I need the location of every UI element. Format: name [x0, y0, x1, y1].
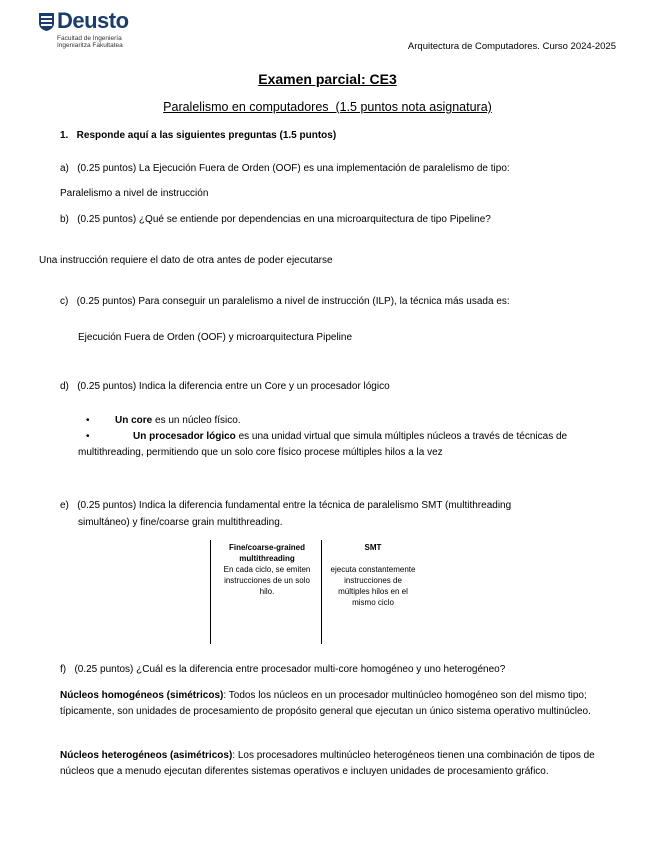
question-d: d) (0.25 puntos) Indica la diferencia entre un Core y un procesador lógico: [60, 381, 390, 392]
table-divider-middle: [321, 540, 322, 644]
column-body: En cada ciclo, se emiten instrucciones de un solo hilo.: [223, 565, 311, 596]
list-item: [60, 429, 620, 461]
faculty-line-2: Ingeniaritza Fakultatea: [57, 42, 123, 49]
list-item: [60, 413, 620, 429]
page-subtitle: Paralelismo en computadores (1.5 puntos nota asignatura): [163, 100, 492, 114]
column-header: SMT: [364, 543, 382, 552]
shield-icon: [38, 12, 55, 32]
faculty-name: [57, 35, 123, 49]
comparison-table: [210, 540, 440, 644]
homogeneous-definition: : Todos los núcleos en un procesador multinúcleo homogéneo son del mismo tipo; típicamente, son unidades de procesamiento de propósito general que ejecutan un único sistema operativo multinúcleo.: [60, 690, 591, 717]
column-body: ejecuta constantemente instrucciones de múltiples hilos en el mismo ciclo: [330, 565, 416, 607]
question-e-line-2: simultáneo) y fine/coarse grain multithreading.: [78, 517, 283, 528]
question-e-line-1: e) (0.25 puntos) Indica la diferencia fundamental entre la técnica de paralelismo SMT (multithreading: [60, 500, 512, 511]
answer-a: Paralelismo a nivel de instrucción: [60, 188, 209, 199]
logo-wordmark: Deusto: [57, 8, 129, 33]
section-heading: 1. Responde aquí a las siguientes preguntas (1.5 puntos): [60, 130, 337, 141]
bullet-symbol: •: [86, 431, 90, 442]
core-term: Un core: [115, 415, 153, 426]
question-c: c) (0.25 puntos) Para conseguir un paralelismo a nivel de instrucción (ILP), la técnica más usada es:: [60, 296, 510, 307]
answer-f-homogeneous: [60, 688, 620, 720]
page-title: Examen parcial: CE3: [258, 71, 397, 87]
logical-processor-term: Un procesador lógico: [133, 431, 236, 442]
column-header: Fine/coarse-grained multithreading: [228, 543, 306, 563]
answer-b: Una instrucción requiere el dato de otra antes de poder ejecutarse: [39, 255, 333, 266]
core-definition: es un núcleo físico.: [152, 415, 241, 426]
answer-c: Ejecución Fuera de Orden (OOF) y microarquitectura Pipeline: [78, 332, 353, 343]
smt-column: [323, 542, 423, 608]
faculty-line-1: Facultad de Ingeniería: [57, 35, 122, 42]
course-info: Arquitectura de Computadores. Curso 2024-2025: [407, 41, 616, 52]
question-b: b) (0.25 puntos) ¿Qué se entiende por dependencias en una microarquitectura de tipo Pipeline?: [60, 214, 491, 225]
bullet-list: [60, 413, 620, 461]
answer-f-heterogeneous: [60, 748, 620, 780]
heterogeneous-definition: : Los procesadores multinúcleo heterogéneos tienen una combinación de tipos de núcleos que a menudo ejecutan diferentes sistemas operativos e incluyen unidades de procesamiento gráfico.: [60, 750, 595, 777]
deusto-logo: [38, 10, 158, 52]
heterogeneous-term: Núcleos heterogéneos (asimétricos): [60, 750, 233, 761]
logical-processor-definition: es una unidad virtual que simula múltiples núcleos a través de técnicas de multithreading, permitiendo que un solo core físico procese múltiples hilos a la vez: [78, 431, 568, 458]
table-divider-left: [210, 540, 211, 644]
question-f: f) (0.25 puntos) ¿Cuál es la diferencia entre procesador multi-core homogéneo y uno heterogéneo?: [60, 664, 506, 675]
fine-coarse-column: [214, 542, 320, 597]
homogeneous-term: Núcleos homogéneos (simétricos): [60, 690, 224, 701]
bullet-symbol: •: [86, 415, 90, 426]
question-a: a) (0.25 puntos) La Ejecución Fuera de Orden (OOF) es una implementación de paralelismo de tipo:: [60, 163, 510, 174]
